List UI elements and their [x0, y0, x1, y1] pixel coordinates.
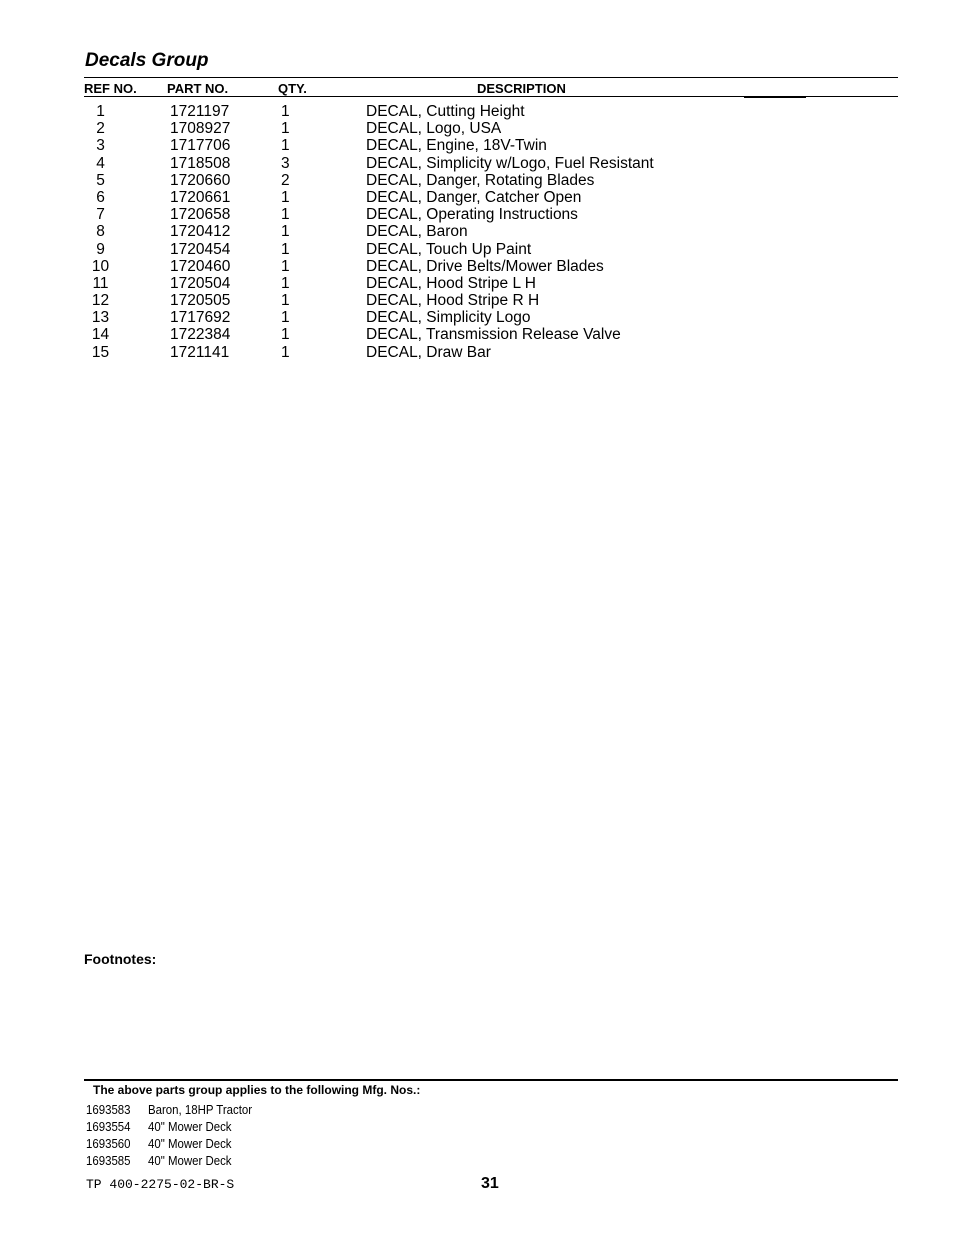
table-row	[0, 344, 954, 361]
table-row	[0, 189, 954, 206]
ref-number: 3	[96, 137, 105, 155]
description: DECAL, Simplicity w/Logo, Fuel Resistant	[366, 154, 654, 172]
header-rule-bottom-thick	[744, 96, 806, 98]
description: DECAL, Touch Up Paint	[366, 240, 532, 258]
ref-number: 14	[91, 326, 110, 344]
table-row	[0, 292, 954, 309]
ref-number: 12	[91, 292, 110, 310]
mfg-number: 1693585	[86, 1153, 131, 1168]
quantity: 1	[281, 343, 290, 361]
ref-number: 2	[96, 120, 105, 138]
part-number: 1720504	[170, 274, 231, 292]
description: DECAL, Hood Stripe L H	[366, 274, 537, 292]
header-rule-top	[84, 77, 898, 78]
table-row	[0, 137, 954, 154]
description: DECAL, Drive Belts/Mower Blades	[366, 257, 604, 275]
part-number: 1720661	[170, 188, 231, 206]
description: DECAL, Operating Instructions	[366, 206, 578, 224]
quantity: 1	[281, 240, 290, 258]
ref-number: 8	[96, 223, 105, 241]
table-row	[0, 155, 954, 172]
applies-to-label: The above parts group applies to the following Mfg. Nos.:	[93, 1083, 421, 1097]
mfg-description: 40" Mower Deck	[148, 1136, 232, 1151]
page-number: 31	[481, 1175, 499, 1192]
mfg-section-rule	[84, 1079, 898, 1081]
quantity: 1	[281, 274, 290, 292]
part-number: 1720658	[170, 206, 231, 224]
part-number: 1721197	[170, 103, 230, 120]
description: DECAL, Simplicity Logo	[366, 309, 531, 327]
part-number: 1720460	[170, 257, 231, 275]
table-row	[0, 309, 954, 326]
ref-number: 7	[96, 206, 105, 224]
description: DECAL, Baron	[366, 223, 468, 241]
part-number: 1718508	[170, 154, 231, 172]
ref-number: 4	[96, 154, 105, 172]
column-header-part: PART NO.	[167, 81, 229, 96]
quantity: 1	[281, 326, 290, 344]
part-number: 1708927	[170, 120, 231, 138]
header-rule-bottom	[84, 96, 744, 97]
column-header-qty: QTY.	[278, 81, 307, 96]
quantity: 1	[281, 223, 290, 241]
table-row	[0, 326, 954, 343]
ref-number: 15	[91, 343, 110, 361]
quantity: 1	[281, 206, 290, 224]
part-number: 1720412	[170, 223, 231, 241]
column-header-ref: REF NO.	[84, 81, 137, 96]
mfg-description: 40" Mower Deck	[148, 1153, 232, 1168]
description: DECAL, Draw Bar	[366, 343, 491, 361]
mfg-number: 1693583	[86, 1102, 131, 1117]
description: DECAL, Danger, Rotating Blades	[366, 171, 595, 189]
ref-number: 13	[91, 309, 110, 327]
quantity: 1	[281, 103, 290, 120]
quantity: 1	[281, 309, 290, 327]
part-number: 1717706	[170, 137, 231, 155]
table-row	[0, 172, 954, 189]
part-number: 1717692	[170, 309, 231, 327]
ref-number: 9	[96, 240, 105, 258]
part-number: 1720454	[170, 240, 231, 258]
table-row	[0, 120, 954, 137]
parts-table	[0, 103, 954, 361]
ref-number: 10	[91, 257, 110, 275]
mfg-number: 1693560	[86, 1136, 131, 1151]
table-row	[0, 241, 954, 258]
quantity: 1	[281, 188, 290, 206]
description: DECAL, Engine, 18V-Twin	[366, 137, 547, 155]
mfg-description: 40" Mower Deck	[148, 1119, 232, 1134]
column-header-description: DESCRIPTION	[477, 81, 566, 96]
ref-number: 6	[96, 188, 105, 206]
document-code: TP 400-2275-02-BR-S	[86, 1177, 235, 1192]
part-number: 1722384	[170, 326, 231, 344]
ref-number: 5	[96, 171, 105, 189]
section-title: Decals Group	[85, 50, 209, 71]
quantity: 1	[281, 257, 290, 275]
mfg-description: Baron, 18HP Tractor	[148, 1102, 253, 1117]
mfg-number: 1693554	[86, 1119, 131, 1134]
quantity: 2	[281, 171, 290, 189]
description: DECAL, Cutting Height	[366, 103, 525, 120]
quantity: 3	[281, 154, 290, 172]
description: DECAL, Hood Stripe R H	[366, 292, 540, 310]
part-number: 1720505	[170, 292, 231, 310]
table-row	[0, 275, 954, 292]
description: DECAL, Logo, USA	[366, 120, 502, 138]
table-row	[0, 206, 954, 223]
description: DECAL, Danger, Catcher Open	[366, 188, 582, 206]
table-row	[0, 223, 954, 240]
part-number: 1720660	[170, 171, 231, 189]
ref-number: 1	[96, 103, 105, 120]
quantity: 1	[281, 120, 290, 138]
ref-number: 11	[92, 274, 109, 292]
part-number: 1721141	[170, 343, 230, 361]
quantity: 1	[281, 292, 290, 310]
header-rule-bottom-end	[806, 96, 898, 97]
description: DECAL, Transmission Release Valve	[366, 326, 621, 344]
footnotes-label: Footnotes:	[84, 951, 157, 967]
quantity: 1	[281, 137, 290, 155]
table-row	[0, 258, 954, 275]
table-row	[0, 103, 954, 120]
